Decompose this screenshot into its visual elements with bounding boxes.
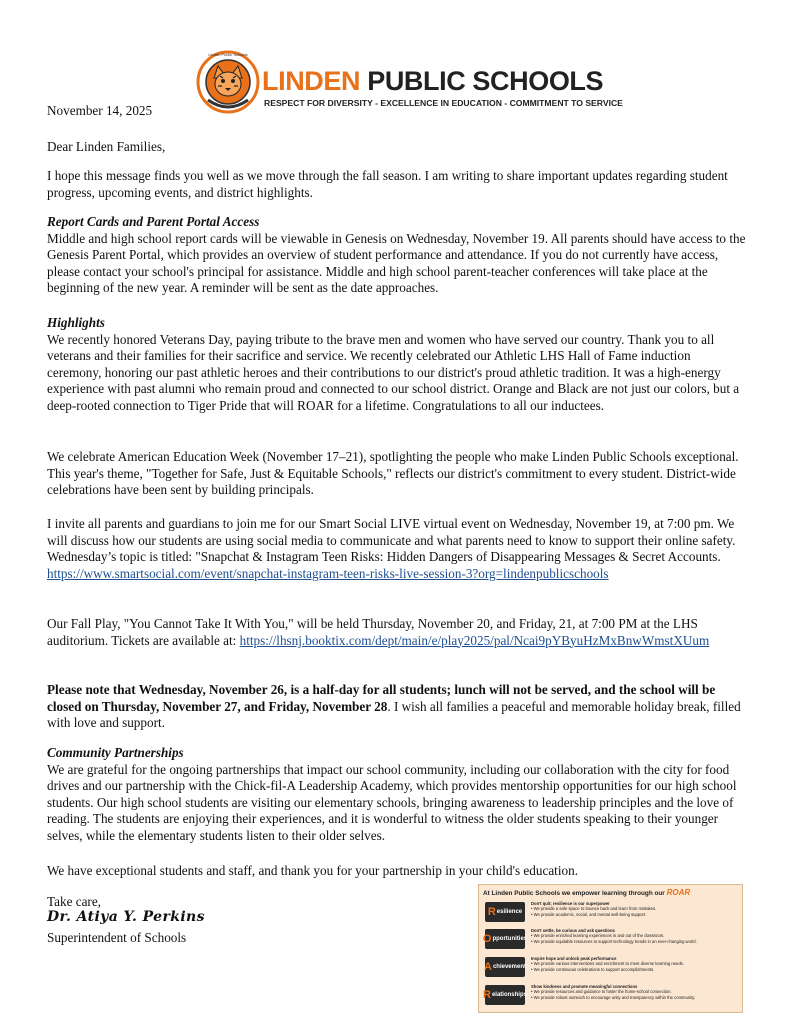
highlights-body: We recently honored Veterans Day, paying tribute to the brave men and women who have served our country. Thank you to all veterans and their families for their sacrifice and service. We recently celebrated our Athletic LHS Hall of Fame induction ceremony, honoring our past athletic heroes and their contributions to our district's proud athletic tradition. It was a high-energy experience with past alumni who remain proud and connected to our school district. Orange and Black are not just our colors, but a deep-rooted connection to Tiger Pride that will ROAR for a lifetime. Congratulations to all our inductees. xyxy=(47,331,740,413)
roar-title-text: At Linden Public Schools we empower learning through our xyxy=(483,890,665,897)
signoff: Take care, xyxy=(47,894,101,909)
roar-item-resilience xyxy=(485,901,735,925)
fall-play-ticket-link[interactable]: https://lhsnj.booktix.com/dept/main/e/play2025/pal/Ncai9pYByuHzMxBnwWmstXUum xyxy=(239,632,710,648)
salutation: Dear Linden Families, xyxy=(47,139,166,154)
brand-tagline: RESPECT FOR DIVERSITY - EXCELLENCE IN EDUCATION - COMMITMENT TO SERVICE xyxy=(264,98,623,108)
roar-title xyxy=(483,888,738,901)
highlights-heading: Highlights xyxy=(47,315,105,330)
holiday-wishes: . I wish all families a peaceful and memorable holiday break, filled with love and support. xyxy=(47,698,741,731)
svg-text:Linden Public Schools: Linden Public Schools xyxy=(208,52,248,57)
roar-text: Don't quit; resilience is our superpower • We provide a safe space to bounce back and learn from mistakes. • We provide academic, social, and mental well-being support. xyxy=(531,901,657,917)
community-body: We are grateful for the ongoing partnerships that impact our school community, including our collaboration with the city for food drives and our partnership with the Chick-fil-A Leadership Academy, which provides mentorship opportunities for our high school students. Our high school students are visiting our elementary schools, bringing awareness to leadership principles and the love of reading. The students are enjoying their experiences, and it is wonderful to witness the older students speaking to their younger selves, while the elementary students listen to their older selves. xyxy=(47,761,737,843)
community-section xyxy=(47,745,747,845)
brand-name: LINDEN PUBLIC SCHOOLS xyxy=(262,66,604,96)
roar-text: Don't settle, be curious and ask questions • We provide enriched learning experiences in and out of the classroom. • We provide equitable resources to support technology trends in an ever-changing world. xyxy=(531,928,697,944)
roar-graphic xyxy=(478,884,743,1013)
roar-item-relationships xyxy=(485,984,735,1008)
roar-badge: R esilience xyxy=(485,902,525,922)
holiday-paragraph xyxy=(47,682,747,732)
signature: Dr. Atiya Y. Perkins xyxy=(47,909,205,925)
roar-badge: O pportunities xyxy=(485,929,525,949)
report-heading: Report Cards and Parent Portal Access xyxy=(47,214,260,229)
highlights-section xyxy=(47,315,747,415)
roar-word: ROAR xyxy=(666,888,691,897)
closing-line: We have exceptional students and staff, and thank you for your partnership in your child's education. xyxy=(47,863,578,878)
community-heading: Community Partnerships xyxy=(47,745,184,760)
holiday-notice: Please note that Wednesday, November 26, is a half-day for all students; lunch will not be served, and the school will be closed on Thursday, November 27, and Friday, November 28 xyxy=(47,682,716,714)
report-body: Middle and high school report cards will be viewable in Genesis on Wednesday, November 19. All parents should have access to the Genesis Parent Portal, which provides an overview of student performance and attendance. If you do not currently have access, please contact your school's principal for assistance. Middle and high school parent-teacher conferences will take place at the beginning of the new year. A reminder will be sent as the date approaches. xyxy=(47,230,746,296)
intro-paragraph: I hope this message finds you well as we move through the fall season. I am writing to share important updates regarding student progress, upcoming events, and district highlights. xyxy=(47,168,728,200)
education-week-paragraph: We celebrate American Education Week (November 17–21), spotlighting the people who make Linden Public Schools exceptional. This year's theme, "Together for Safe, Just & Equitable Schools," reflects our district's commitment to every student. District-wide celebrations have been sent by building principals. xyxy=(47,449,739,498)
roar-text: Show kindness and promote meaningful connections • We provide resources and guidance to foster the home-school connection. • We provide robust outreach to encourage unity and transparency within the community. xyxy=(531,984,696,1000)
smart-social-link[interactable]: https://www.smartsocial.com/event/snapchat-instagram-teen-risks-live-session-3?org=lindenpublicschools xyxy=(47,565,609,581)
roar-badge: A chievement xyxy=(485,957,525,977)
roar-text: Inspire hope and unlock peak performance • We provide various interventions and enrichment to meet diverse learning needs. • We provide continuous celebrations to support accomplishments. xyxy=(531,956,684,972)
roar-badge: R elationships xyxy=(485,985,525,1005)
fall-play-paragraph xyxy=(47,616,747,649)
roar-item-achievement xyxy=(485,956,735,980)
roar-item-opportunities xyxy=(482,928,735,952)
letter-date: November 14, 2025 xyxy=(47,103,153,118)
report-section xyxy=(47,214,747,297)
smart-social-body: I invite all parents and guardians to join me for our Smart Social LIVE virtual event on Wednesday, November 19, at 7:00 pm. We will discuss how our students are using social media to communicate and what parents need to know to support their online safety. Wednesday’s topic is titled: "Snapchat & Instagram Teen Risks: Hidden Dangers of Disappearing Messages & Secret Accounts. xyxy=(47,516,736,565)
smart-social-paragraph xyxy=(47,516,747,582)
superintendent-title: Superintendent of Schools xyxy=(47,930,187,945)
fall-play-body: Our Fall Play, "You Cannot Take It With You," will be held Thursday, November 20, and Friday, 21, at 7:00 PM at the LHS auditorium. Tickets are available at: xyxy=(47,616,698,648)
